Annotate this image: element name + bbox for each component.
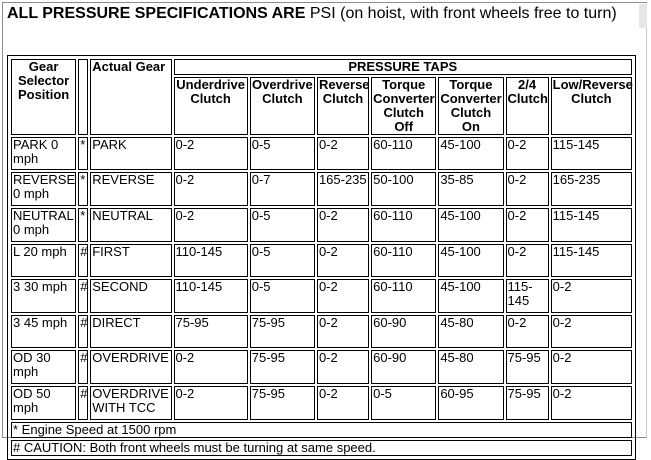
pressure-value: 75-95 xyxy=(506,386,549,420)
pressure-value: 0-2 xyxy=(506,208,549,242)
pressure-value: 0-2 xyxy=(506,172,549,206)
row-mark: * xyxy=(78,137,88,170)
gear-selector-position: L 20 mph xyxy=(11,244,76,277)
gear-selector-position: PARK 0 mph xyxy=(11,137,76,170)
pressure-spec-table xyxy=(9,57,634,458)
header-overdrive-clutch: Overdrive Clutch xyxy=(250,77,315,135)
row-mark: # xyxy=(78,386,88,420)
pressure-value: 45-100 xyxy=(438,137,503,170)
actual-gear: REVERSE xyxy=(90,172,171,206)
pressure-value: 115-145 xyxy=(551,244,632,277)
title-condition: (on hoist, with front wheels free to turn) xyxy=(340,5,617,22)
table-row xyxy=(11,137,632,170)
pressure-value: 0-2 xyxy=(174,208,248,242)
header-pressure-taps: PRESSURE TAPS xyxy=(174,59,633,75)
pressure-value: 0-2 xyxy=(506,137,549,170)
note-row xyxy=(11,440,632,456)
pressure-value: 0-2 xyxy=(317,279,369,313)
row-mark: * xyxy=(78,172,88,206)
pressure-value: 0-2 xyxy=(174,137,248,170)
gear-selector-position: OD 30 mph xyxy=(11,350,76,384)
actual-gear: SECOND xyxy=(90,279,171,313)
pressure-value: 115-145 xyxy=(506,279,549,313)
pressure-value: 35-85 xyxy=(438,172,503,206)
table-row xyxy=(11,386,632,420)
pressure-value: 0-2 xyxy=(317,315,369,348)
table-row xyxy=(11,208,632,242)
pressure-value: 75-95 xyxy=(250,386,315,420)
pressure-value: 45-100 xyxy=(438,208,503,242)
pressure-value: 60-90 xyxy=(371,350,436,384)
pressure-value: 165-235 xyxy=(551,172,632,206)
pressure-value: 45-100 xyxy=(438,244,503,277)
pressure-value: 0-2 xyxy=(317,350,369,384)
table-row xyxy=(11,350,632,384)
actual-gear: NEUTRAL xyxy=(90,208,171,242)
gear-selector-position: 3 45 mph xyxy=(11,315,76,348)
pressure-value: 0-5 xyxy=(250,137,315,170)
pressure-value: 60-90 xyxy=(371,315,436,348)
actual-gear: DIRECT xyxy=(90,315,171,348)
pressure-value: 0-2 xyxy=(317,208,369,242)
pressure-value: 0-2 xyxy=(506,244,549,277)
page-title xyxy=(7,4,627,24)
table-row xyxy=(11,279,632,313)
header-row-top xyxy=(11,59,632,75)
pressure-value: 115-145 xyxy=(551,137,632,170)
gear-selector-position: 3 30 mph xyxy=(11,279,76,313)
pressure-value: 75-95 xyxy=(506,350,549,384)
header-underdrive-clutch: Underdrive Clutch xyxy=(174,77,248,135)
pressure-value: 0-2 xyxy=(551,350,632,384)
table-body xyxy=(11,137,632,420)
row-mark: # xyxy=(78,279,88,313)
row-mark: * xyxy=(78,208,88,242)
pressure-value: 45-80 xyxy=(438,315,503,348)
pressure-value: 45-100 xyxy=(438,279,503,313)
engine-speed-note: * Engine Speed at 1500 rpm xyxy=(11,422,632,438)
header-low-reverse-clutch: Low/Reverse Clutch xyxy=(551,77,632,135)
pressure-value: 110-145 xyxy=(174,244,248,277)
gear-selector-position: NEUTRAL 0 mph xyxy=(11,208,76,242)
pressure-value: 0-2 xyxy=(551,315,632,348)
pressure-value: 60-110 xyxy=(371,279,436,313)
actual-gear: FIRST xyxy=(90,244,171,277)
pressure-value: 60-95 xyxy=(438,386,503,420)
header-tcc-off-clutch: Torque Converter Clutch Off xyxy=(373,77,435,134)
pressure-value: 60-110 xyxy=(371,137,436,170)
pressure-value: 0-2 xyxy=(317,244,369,277)
pressure-value: 75-95 xyxy=(250,315,315,348)
pressure-value: 75-95 xyxy=(250,350,315,384)
pressure-value: 0-2 xyxy=(174,172,248,206)
table-row xyxy=(11,315,632,348)
scrollbar-thumb[interactable] xyxy=(639,4,647,28)
pressure-value: 110-145 xyxy=(174,279,248,313)
row-mark: # xyxy=(78,315,88,348)
pressure-value: 0-2 xyxy=(551,386,632,420)
header-tcc-on-clutch: Torque Converter Clutch On xyxy=(440,77,502,134)
pressure-value: 115-145 xyxy=(551,208,632,242)
row-mark: # xyxy=(78,244,88,277)
pressure-value: 0-2 xyxy=(174,386,248,420)
gear-selector-position: REVERSE 0 mph xyxy=(11,172,76,206)
pressure-value: 0-5 xyxy=(250,244,315,277)
header-reverse-clutch: Reverse Clutch xyxy=(317,77,369,135)
caution-note: # CAUTION: Both front wheels must be turning at same speed. xyxy=(11,440,632,456)
title-unit: PSI xyxy=(309,5,336,22)
pressure-value: 0-2 xyxy=(174,350,248,384)
table-row xyxy=(11,244,632,277)
table-notes xyxy=(11,422,632,456)
header-mark xyxy=(78,59,88,135)
pressure-spec-table-container xyxy=(7,55,636,460)
pressure-value: 0-2 xyxy=(506,315,549,348)
header-actual-gear: Actual Gear xyxy=(90,59,171,135)
pressure-value: 0-7 xyxy=(250,172,315,206)
actual-gear: OVERDRIVE xyxy=(90,350,171,384)
pressure-value: 45-80 xyxy=(438,350,503,384)
pressure-value: 0-2 xyxy=(317,137,369,170)
gear-selector-position: OD 50 mph xyxy=(11,386,76,420)
pressure-value: 0-5 xyxy=(250,208,315,242)
pressure-value: 75-95 xyxy=(174,315,248,348)
actual-gear: PARK xyxy=(90,137,171,170)
header-2-4-clutch: 2/4 Clutch xyxy=(506,77,549,135)
actual-gear: OVERDRIVE WITH TCC xyxy=(90,386,171,420)
title-text-start: ALL PRESSURE SPECIFICATIONS ARE xyxy=(7,5,306,22)
header-gear-selector: Gear Selector Position xyxy=(11,59,76,135)
pressure-value: 0-2 xyxy=(551,279,632,313)
note-row xyxy=(11,422,632,438)
pressure-value: 0-2 xyxy=(317,386,369,420)
pressure-value: 60-110 xyxy=(371,208,436,242)
pressure-value: 60-110 xyxy=(371,244,436,277)
pressure-value: 0-5 xyxy=(250,279,315,313)
pressure-value: 50-100 xyxy=(371,172,436,206)
table-row xyxy=(11,172,632,206)
row-mark: # xyxy=(78,350,88,384)
pressure-value: 165-235 xyxy=(317,172,369,206)
pressure-value: 0-5 xyxy=(371,386,436,420)
